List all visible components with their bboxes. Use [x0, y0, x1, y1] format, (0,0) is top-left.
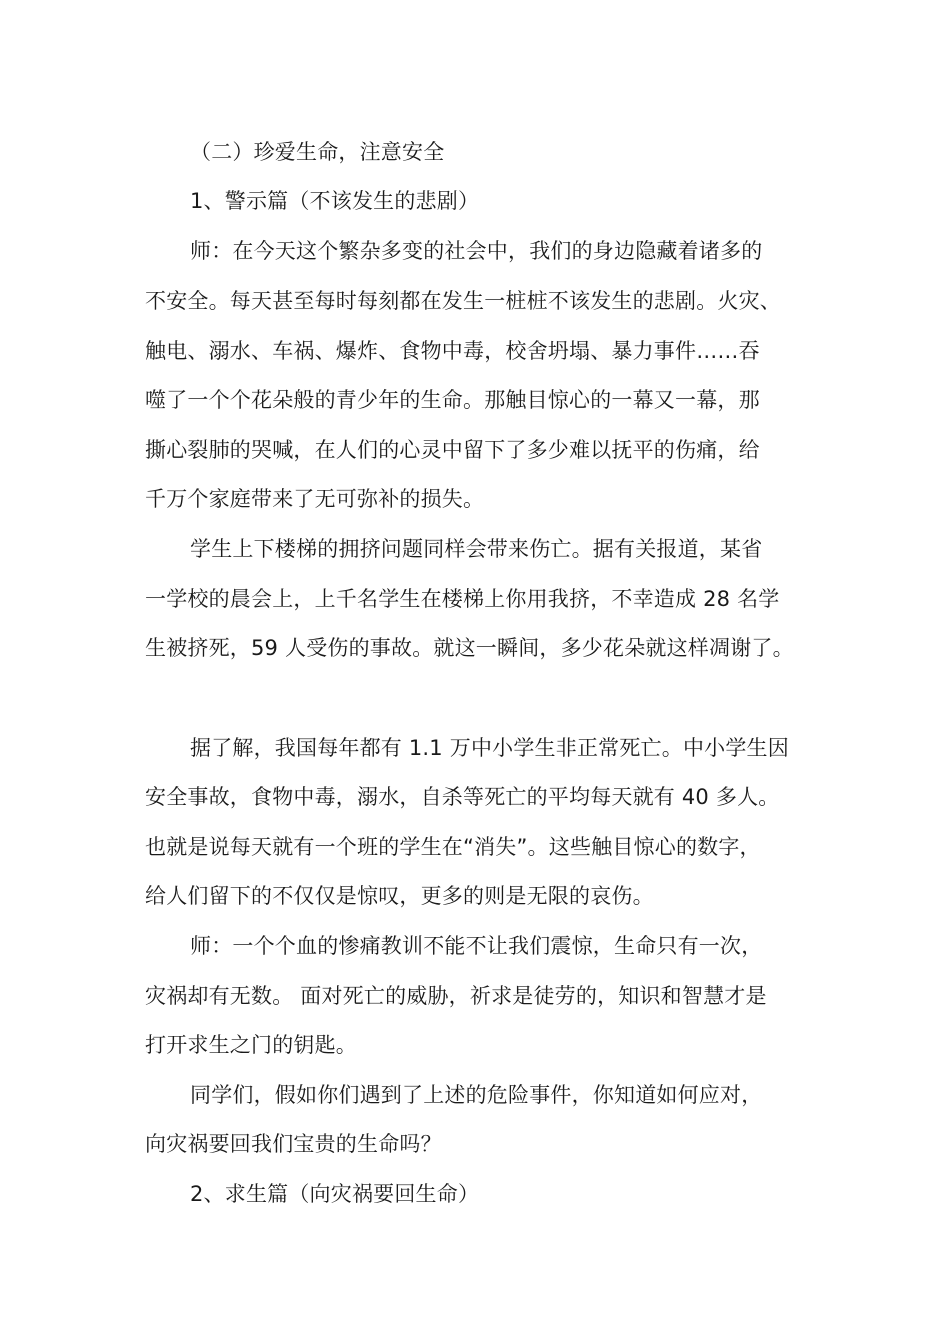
- paragraph-line: 噬了一个个花朵般的青少年的生命。那触目惊心的一幕又一幕，那: [145, 388, 760, 412]
- paragraph-line: 生被挤死，59 人受伤的事故。就这一瞬间，多少花朵就这样凋谢了。: [145, 636, 794, 660]
- paragraph-line: 撕心裂肺的哭喊，在人们的心灵中留下了多少难以抚平的伤痛，给: [145, 438, 760, 462]
- paragraph-line: 打开求生之门的钥匙。: [145, 1033, 357, 1057]
- paragraph-line: 也就是说每天就有一个班的学生在“消失”。这些触目惊心的数字，: [145, 835, 761, 859]
- paragraph-line: 触电、溺水、车祸、爆炸、食物中毒，校舍坍塌、暴力事件……吞: [145, 339, 760, 363]
- paragraph-line: 向灾祸要回我们宝贵的生命吗？: [145, 1132, 442, 1156]
- paragraph-line: 不安全。每天甚至每时每刻都在发生一桩桩不该发生的悲剧。火灾、: [145, 289, 781, 313]
- paragraph-line: 灾祸却有无数。 面对死亡的威胁，祈求是徒劳的，知识和智慧才是: [145, 984, 767, 1008]
- paragraph-line: 师：一个个血的惨痛教训不能不让我们震惊，生命只有一次，: [190, 934, 763, 958]
- section-title: （二）珍爱生命，注意安全: [190, 140, 445, 164]
- subsection-title: 2、求生篇（向灾祸要回生命）: [190, 1182, 480, 1206]
- paragraph-line: 同学们，假如你们遇到了上述的危险事件，你知道如何应对，: [190, 1083, 763, 1107]
- paragraph-line: 给人们留下的不仅仅是惊叹，更多的则是无限的哀伤。: [145, 884, 654, 908]
- paragraph-line: 千万个家庭带来了无可弥补的损失。: [145, 487, 485, 511]
- paragraph-line: 安全事故，食物中毒，溺水，自杀等死亡的平均每天就有 40 多人。: [145, 785, 780, 809]
- subsection-title: 1、警示篇（不该发生的悲剧）: [190, 189, 480, 213]
- paragraph-line: 据了解，我国每年都有 1.1 万中小学生非正常死亡。中小学生因: [190, 736, 789, 760]
- paragraph-line: 师：在今天这个繁杂多变的社会中，我们的身边隐藏着诸多的: [190, 239, 763, 263]
- paragraph-line: 学生上下楼梯的拥挤问题同样会带来伤亡。据有关报道，某省: [190, 537, 763, 561]
- paragraph-line: 一学校的晨会上，上千名学生在楼梯上你用我挤，不幸造成 28 名学: [145, 587, 780, 611]
